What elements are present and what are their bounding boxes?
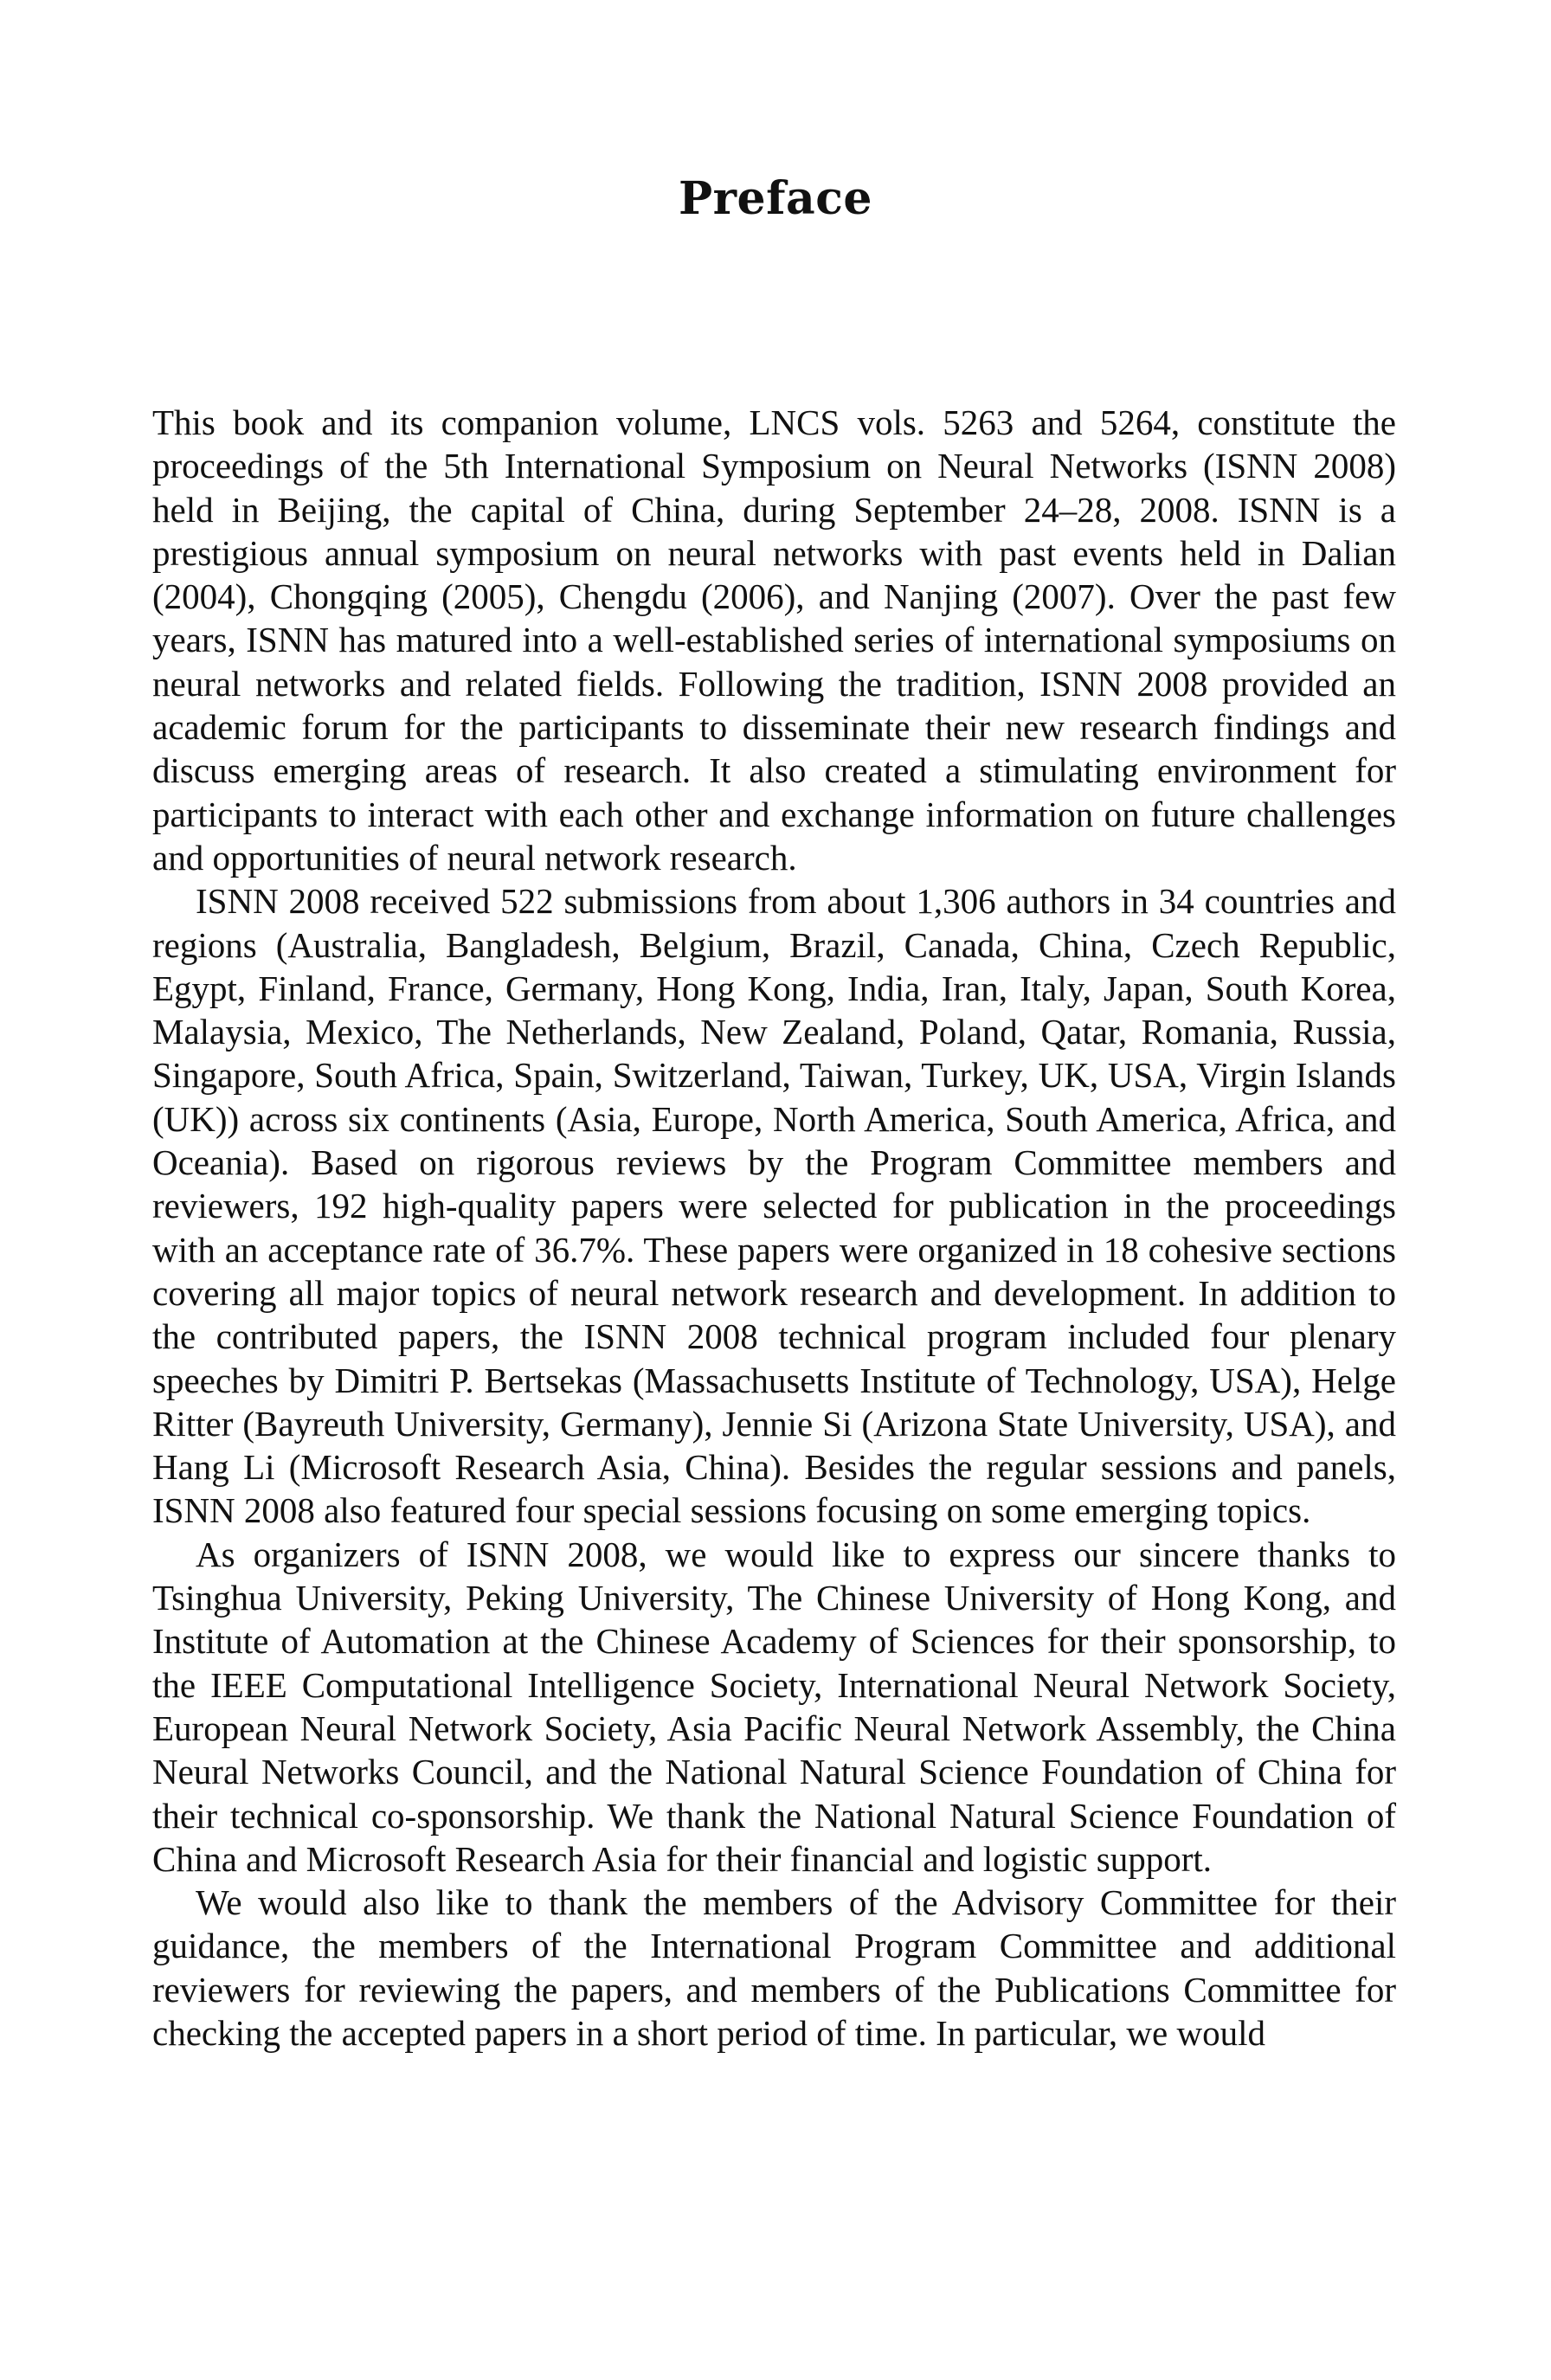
preface-body xyxy=(152,401,1396,2055)
paragraph-committees: We would also like to thank the members of the Advisory Committee for their guidance, the members of the International Program Committee and additional reviewers for reviewing the papers, and members of the Publications Committee for checking the accepted papers in a short period of time. In particular, we would xyxy=(152,1882,1396,2053)
page-title: Preface xyxy=(679,172,872,225)
paragraph-intro: This book and its companion volume, LNCS vols. 5263 and 5264, constitute the proceedings of the 5th International Symposium on Neural Networks (ISNN 2008) held in Beijing, the capital of China, during September 24–28, 2008. ISNN is a prestigious annual symposium on neural networks with past events held in Dalian (2004), Chongqing (2005), Chengdu (2006), and Nanjing (2007). Over the past few years, ISNN has matured into a well-established series of international symposiums on neural networks and related fields. Following the tradition, ISNN 2008 provided an academic forum for the participants to disseminate their new research findings and discuss emerging areas of research. It also created a stimulating environment for participants to interact with each other and exchange information on future challenges and opportunities of neural network research. xyxy=(152,402,1396,878)
paragraph-sponsors: As organizers of ISNN 2008, we would like to express our sincere thanks to Tsinghua University, Peking University, The Chinese University of Hong Kong, and Institute of Automation at the Chinese Academy of Sciences for their sponsorship, to the IEEE Computational Intelligence Society, International Neural Network Society, European Neural Network Society, Asia Pacific Neural Network Assembly, the China Neural Networks Council, and the National Natural Science Foundation of China for their technical co-sponsorship. We thank the National Natural Science Foundation of China and Microsoft Research Asia for their financial and logistic support. xyxy=(152,1534,1396,1879)
paragraph-submissions: ISNN 2008 received 522 submissions from about 1,306 authors in 34 countries and regions (Australia, Bangladesh, Belgium, Brazil, Canada, China, Czech Republic, Egypt, Finland, France, Germany, Hong Kong, India, Iran, Italy, Japan, South Korea, Malaysia, Mexico, The Netherlands, New Zealand, Poland, Qatar, Romania, Russia, Singapore, South Africa, Spain, Switzerland, Taiwan, Turkey, UK, USA, Virgin Islands (UK)) across six continents (Asia, Europe, North America, South America, Africa, and Oceania). Based on rigorous reviews by the Program Committee members and reviewers, 192 high-quality papers were selected for publication in the proceedings with an acceptance rate of 36.7%. These papers were organized in 18 cohesive sections covering all major topics of neural network research and development. In addition to the contributed papers, the ISNN 2008 technical program included four plenary speeches by Dimitri P. Bertsekas (Massachusetts Institute of Technology, USA), Helge Ritter (Bayreuth University, Germany), Jennie Si (Arizona State University, USA), and Hang Li (Microsoft Research Asia, China). Besides the regular sessions and panels, ISNN 2008 also featured four special sessions focusing on some emerging topics. xyxy=(152,881,1396,1531)
